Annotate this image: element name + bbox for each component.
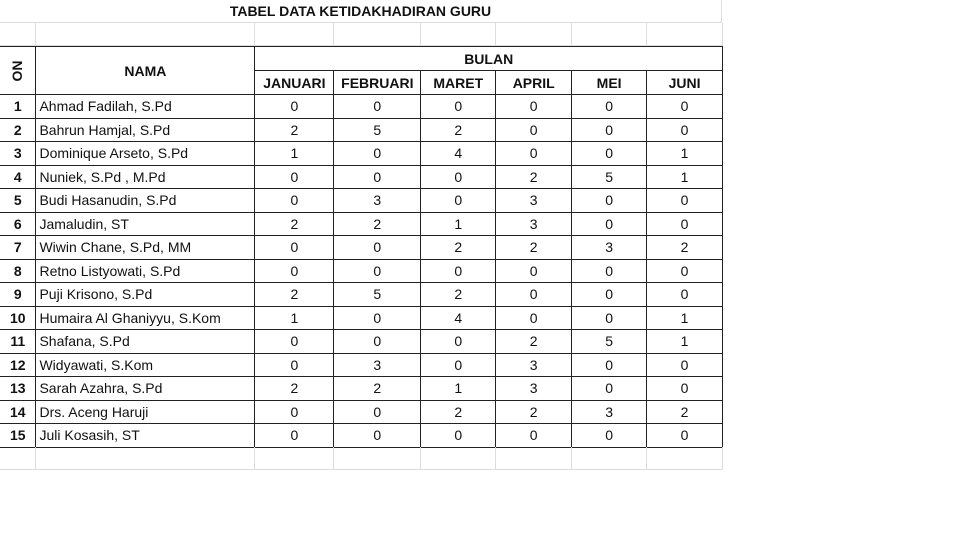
cell-value-januari[interactable]: 2 bbox=[255, 283, 334, 307]
cell-value-mei[interactable]: 0 bbox=[572, 95, 647, 119]
cell-value-januari[interactable]: 1 bbox=[255, 306, 334, 330]
cell-nama[interactable]: Wiwin Chane, S.Pd, MM bbox=[36, 236, 255, 260]
cell-no[interactable]: 14 bbox=[0, 400, 36, 424]
cell-value-februari[interactable]: 3 bbox=[334, 189, 421, 213]
cell-nama[interactable]: Nuniek, S.Pd , M.Pd bbox=[36, 165, 255, 189]
table-row bbox=[0, 95, 723, 119]
cell-value-juni[interactable]: 1 bbox=[647, 330, 723, 354]
cell-no[interactable]: 13 bbox=[0, 377, 36, 401]
cell-no[interactable]: 12 bbox=[0, 353, 36, 377]
cell-no[interactable]: 2 bbox=[0, 118, 36, 142]
cell-value-januari[interactable]: 1 bbox=[255, 142, 334, 166]
empty-cell[interactable] bbox=[334, 23, 421, 46]
cell-value-april[interactable]: 3 bbox=[496, 377, 572, 401]
cell-value-april[interactable]: 0 bbox=[496, 142, 572, 166]
cell-nama[interactable]: Bahrun Hamjal, S.Pd bbox=[36, 118, 255, 142]
cell-value-mei[interactable]: 5 bbox=[572, 165, 647, 189]
cell-value-april[interactable]: 2 bbox=[496, 330, 572, 354]
cell-value-maret[interactable]: 4 bbox=[421, 142, 496, 166]
empty-cell[interactable] bbox=[647, 447, 723, 470]
cell-no[interactable]: 7 bbox=[0, 236, 36, 260]
empty-cell[interactable] bbox=[496, 447, 572, 470]
table-row bbox=[0, 165, 723, 189]
cell-value-maret[interactable]: 2 bbox=[421, 118, 496, 142]
cell-value-maret[interactable]: 0 bbox=[421, 424, 496, 448]
cell-value-juni[interactable]: 0 bbox=[647, 189, 723, 213]
cell-value-februari[interactable]: 0 bbox=[334, 259, 421, 283]
cell-value-februari[interactable]: 0 bbox=[334, 142, 421, 166]
empty-cell[interactable] bbox=[572, 23, 647, 46]
cell-value-mei[interactable]: 5 bbox=[572, 330, 647, 354]
empty-cell[interactable] bbox=[647, 23, 723, 46]
cell-value-februari[interactable]: 0 bbox=[334, 236, 421, 260]
cell-value-juni[interactable]: 0 bbox=[647, 95, 723, 119]
cell-value-februari[interactable]: 0 bbox=[334, 330, 421, 354]
empty-cell[interactable] bbox=[36, 447, 255, 470]
cell-no[interactable]: 11 bbox=[0, 330, 36, 354]
empty-cell[interactable] bbox=[36, 23, 255, 46]
cell-value-april[interactable]: 2 bbox=[496, 165, 572, 189]
empty-cell[interactable] bbox=[572, 447, 647, 470]
cell-value-mei[interactable]: 0 bbox=[572, 424, 647, 448]
table-row bbox=[0, 212, 723, 236]
cell-nama[interactable]: Budi Hasanudin, S.Pd bbox=[36, 189, 255, 213]
cell-value-maret[interactable]: 0 bbox=[421, 165, 496, 189]
cell-value-februari[interactable]: 0 bbox=[334, 400, 421, 424]
cell-no[interactable]: 8 bbox=[0, 259, 36, 283]
cell-value-maret[interactable]: 0 bbox=[421, 95, 496, 119]
cell-value-april[interactable]: 0 bbox=[496, 283, 572, 307]
cell-value-mei[interactable]: 0 bbox=[572, 212, 647, 236]
cell-value-mei[interactable]: 0 bbox=[572, 377, 647, 401]
cell-value-maret[interactable]: 0 bbox=[421, 189, 496, 213]
cell-value-april[interactable]: 3 bbox=[496, 353, 572, 377]
cell-value-mei[interactable]: 0 bbox=[572, 283, 647, 307]
cell-value-mei[interactable]: 0 bbox=[572, 189, 647, 213]
cell-value-februari[interactable]: 2 bbox=[334, 377, 421, 401]
cell-value-maret[interactable]: 4 bbox=[421, 306, 496, 330]
cell-value-juni[interactable]: 1 bbox=[647, 306, 723, 330]
cell-value-januari[interactable]: 0 bbox=[255, 189, 334, 213]
cell-nama[interactable]: Retno Listyowati, S.Pd bbox=[36, 259, 255, 283]
header-month-februari[interactable]: FEBRUARI bbox=[334, 71, 421, 95]
cell-value-juni[interactable]: 2 bbox=[647, 236, 723, 260]
cell-value-januari[interactable]: 0 bbox=[255, 165, 334, 189]
cell-value-maret[interactable]: 0 bbox=[421, 353, 496, 377]
cell-value-juni[interactable]: 1 bbox=[647, 142, 723, 166]
table-row bbox=[0, 424, 723, 448]
cell-value-maret[interactable]: 0 bbox=[421, 259, 496, 283]
cell-no[interactable]: 3 bbox=[0, 142, 36, 166]
empty-cell[interactable] bbox=[0, 447, 36, 470]
header-month-maret[interactable]: MARET bbox=[421, 71, 496, 95]
cell-value-juni[interactable]: 2 bbox=[647, 400, 723, 424]
cell-no[interactable]: 4 bbox=[0, 165, 36, 189]
cell-nama[interactable]: Juli Kosasih, ST bbox=[36, 424, 255, 448]
cell-value-mei[interactable]: 0 bbox=[572, 142, 647, 166]
cell-value-februari[interactable]: 0 bbox=[334, 424, 421, 448]
cell-value-april[interactable]: 0 bbox=[496, 95, 572, 119]
header-bulan[interactable]: BULAN bbox=[255, 47, 723, 71]
cell-value-februari[interactable]: 2 bbox=[334, 212, 421, 236]
cell-value-maret[interactable]: 1 bbox=[421, 377, 496, 401]
cell-no[interactable]: 6 bbox=[0, 212, 36, 236]
cell-value-maret[interactable]: 2 bbox=[421, 283, 496, 307]
table-row bbox=[0, 330, 723, 354]
table-row bbox=[0, 259, 723, 283]
cell-value-januari[interactable]: 0 bbox=[255, 330, 334, 354]
cell-nama[interactable]: Drs. Aceng Haruji bbox=[36, 400, 255, 424]
empty-cell[interactable] bbox=[421, 447, 496, 470]
table-row bbox=[0, 142, 723, 166]
table-row bbox=[0, 306, 723, 330]
table-row bbox=[0, 283, 723, 307]
cell-value-januari[interactable]: 0 bbox=[255, 400, 334, 424]
cell-nama[interactable]: Dominique Arseto, S.Pd bbox=[36, 142, 255, 166]
cell-value-mei[interactable]: 0 bbox=[572, 353, 647, 377]
cell-value-juni[interactable]: 1 bbox=[647, 165, 723, 189]
cell-value-januari[interactable]: 0 bbox=[255, 236, 334, 260]
table-row bbox=[0, 377, 723, 401]
cell-nama[interactable]: Widyawati, S.Kom bbox=[36, 353, 255, 377]
empty-cell[interactable] bbox=[334, 447, 421, 470]
header-month-januari[interactable]: JANUARI bbox=[255, 71, 334, 95]
cell-no[interactable]: 5 bbox=[0, 189, 36, 213]
cell-value-januari[interactable]: 2 bbox=[255, 118, 334, 142]
blank-row-bottom bbox=[0, 447, 723, 470]
cell-value-maret[interactable]: 0 bbox=[421, 330, 496, 354]
empty-cell[interactable] bbox=[421, 23, 496, 46]
cell-value-mei[interactable]: 0 bbox=[572, 118, 647, 142]
cell-nama[interactable]: Jamaludin, ST bbox=[36, 212, 255, 236]
cell-value-april[interactable]: 0 bbox=[496, 306, 572, 330]
cell-no[interactable]: 15 bbox=[0, 424, 36, 448]
title-cell[interactable] bbox=[0, 0, 722, 23]
cell-value-juni[interactable]: 0 bbox=[647, 283, 723, 307]
cell-value-mei[interactable]: 0 bbox=[572, 306, 647, 330]
header-month-juni[interactable]: JUNI bbox=[647, 71, 723, 95]
table-row bbox=[0, 400, 723, 424]
cell-value-maret[interactable]: 1 bbox=[421, 212, 496, 236]
cell-value-april[interactable]: 0 bbox=[496, 118, 572, 142]
cell-value-april[interactable]: 2 bbox=[496, 236, 572, 260]
cell-value-juni[interactable]: 0 bbox=[647, 353, 723, 377]
cell-value-maret[interactable]: 2 bbox=[421, 400, 496, 424]
empty-cell[interactable] bbox=[0, 23, 36, 46]
table-row bbox=[0, 236, 723, 260]
empty-cell[interactable] bbox=[255, 447, 334, 470]
cell-value-mei[interactable]: 3 bbox=[572, 400, 647, 424]
cell-value-februari[interactable]: 5 bbox=[334, 118, 421, 142]
cell-nama[interactable]: Puji Krisono, S.Pd bbox=[36, 283, 255, 307]
empty-cell[interactable] bbox=[496, 23, 572, 46]
cell-value-februari[interactable]: 5 bbox=[334, 283, 421, 307]
cell-value-april[interactable]: 3 bbox=[496, 212, 572, 236]
header-month-april[interactable]: APRIL bbox=[496, 71, 572, 95]
cell-value-juni[interactable]: 0 bbox=[647, 118, 723, 142]
cell-nama[interactable]: Ahmad Fadilah, S.Pd bbox=[36, 95, 255, 119]
cell-value-juni[interactable]: 0 bbox=[647, 259, 723, 283]
cell-value-juni[interactable]: 0 bbox=[647, 212, 723, 236]
cell-value-januari[interactable]: 0 bbox=[255, 353, 334, 377]
cell-value-maret[interactable]: 2 bbox=[421, 236, 496, 260]
header-no[interactable]: NO bbox=[0, 47, 36, 95]
table-row bbox=[0, 353, 723, 377]
blank-row-top bbox=[0, 23, 723, 46]
cell-value-januari[interactable]: 2 bbox=[255, 377, 334, 401]
cell-value-april[interactable]: 0 bbox=[496, 259, 572, 283]
table-row bbox=[0, 118, 723, 142]
cell-value-februari[interactable]: 0 bbox=[334, 95, 421, 119]
header-nama[interactable]: NAMA bbox=[36, 47, 255, 95]
cell-value-mei[interactable]: 3 bbox=[572, 236, 647, 260]
cell-no[interactable]: 1 bbox=[0, 95, 36, 119]
cell-value-februari[interactable]: 0 bbox=[334, 306, 421, 330]
table-title: TABEL DATA KETIDAKHADIRAN GURU bbox=[229, 3, 492, 19]
cell-value-januari[interactable]: 0 bbox=[255, 259, 334, 283]
cell-value-mei[interactable]: 0 bbox=[572, 259, 647, 283]
cell-value-januari[interactable]: 2 bbox=[255, 212, 334, 236]
cell-nama[interactable]: Humaira Al Ghaniyyu, S.Kom bbox=[36, 306, 255, 330]
cell-no[interactable]: 9 bbox=[0, 283, 36, 307]
cell-value-april[interactable]: 2 bbox=[496, 400, 572, 424]
cell-value-februari[interactable]: 0 bbox=[334, 165, 421, 189]
cell-nama[interactable]: Shafana, S.Pd bbox=[36, 330, 255, 354]
cell-value-januari[interactable]: 0 bbox=[255, 424, 334, 448]
cell-no[interactable]: 10 bbox=[0, 306, 36, 330]
cell-value-februari[interactable]: 3 bbox=[334, 353, 421, 377]
cell-nama[interactable]: Sarah Azahra, S.Pd bbox=[36, 377, 255, 401]
cell-value-juni[interactable]: 0 bbox=[647, 377, 723, 401]
table-row bbox=[0, 189, 723, 213]
cell-value-januari[interactable]: 0 bbox=[255, 95, 334, 119]
cell-value-april[interactable]: 0 bbox=[496, 424, 572, 448]
cell-value-april[interactable]: 3 bbox=[496, 189, 572, 213]
cell-value-juni[interactable]: 0 bbox=[647, 424, 723, 448]
absence-table bbox=[0, 46, 723, 448]
empty-cell[interactable] bbox=[255, 23, 334, 46]
header-month-mei[interactable]: MEI bbox=[572, 71, 647, 95]
